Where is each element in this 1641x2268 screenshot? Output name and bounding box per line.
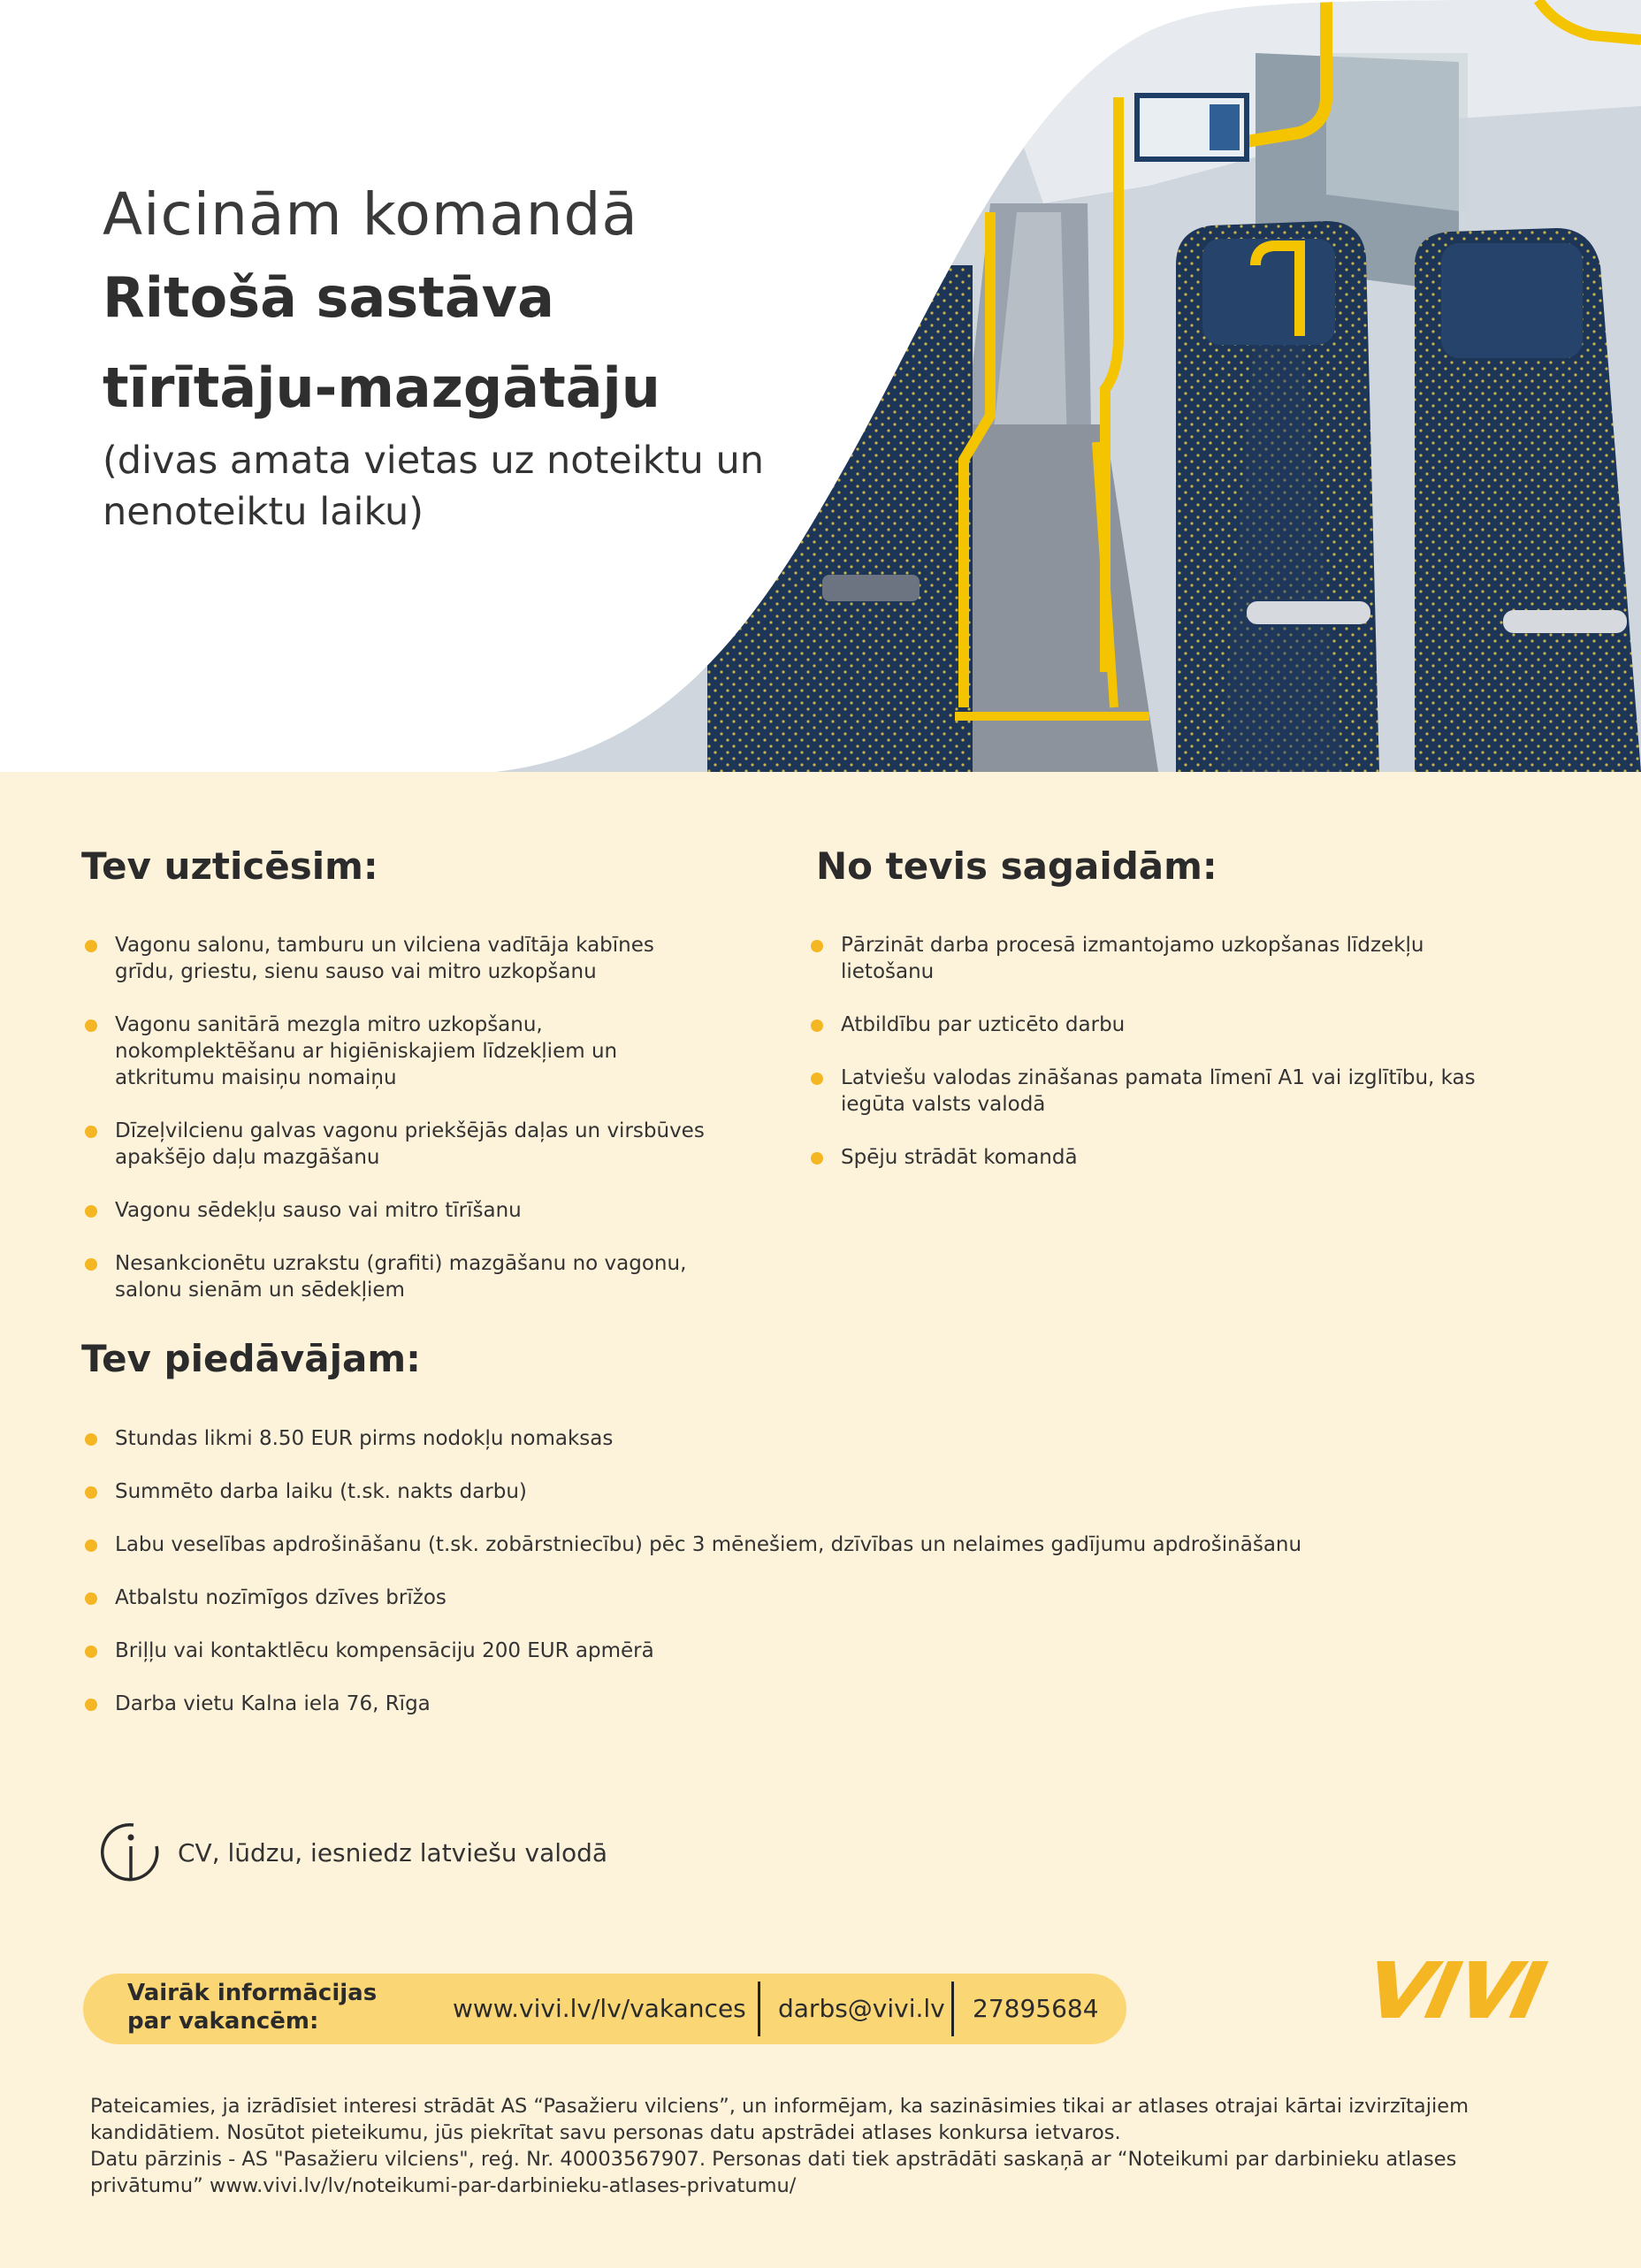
duties-heading: Tev uzticēsim: [81, 844, 378, 888]
footer-thanks: Pateicamies, ja izrādīsiet interesi strādāt AS “Pasažieru vilciens”, un informējam, ka sazināsimies tikai ar atlases otrajai kārtai izvirzītajiem kandidātiem. Nosūtot pieteikumu, jūs piekrītat savu personas datu apstrādei atlases konkursa ietvaros. [90, 2095, 1469, 2144]
bullet-icon [85, 1592, 97, 1605]
bullet-icon [85, 1258, 97, 1271]
list-item: Stundas likmi 8.50 EUR pirms nodokļu nomaksas [81, 1425, 1540, 1452]
footer-data-controller: Datu pārzinis - AS "Pasažieru vilciens", reģ. Nr. 40003567907. Personas dati tiek apstrādāti saskaņā ar “Noteikumi par darbinieku atlases privātumu” www.vivi.lv/lv/noteikumi-par-darbinieku-atlases-privatumu/ [90, 2148, 1457, 2197]
title-intro: Aicinām komandā [103, 180, 638, 248]
contact-label: Vairāk informācijas par vakancēm: [127, 1980, 378, 2035]
list-item: Briļļu vai kontaktlēcu kompensāciju 200 EUR apmērā [81, 1638, 1540, 1664]
info-icon [100, 1821, 162, 1883]
phone-link[interactable]: 27895684 [973, 1994, 1099, 2023]
bullet-icon [85, 1205, 97, 1218]
list-item: Vagonu sēdekļu sauso vai mitro tīrīšanu [81, 1197, 718, 1224]
list-item: Dīzeļvilcienu galvas vagonu priekšējās daļas un virsbūves apakšējo daļu mazgāšanu [81, 1118, 718, 1171]
bullet-icon [811, 1073, 823, 1085]
bullet-icon [811, 940, 823, 952]
bullet-icon [85, 1646, 97, 1658]
list-item: Summēto darba laiku (t.sk. nakts darbu) [81, 1478, 1540, 1505]
requirements-heading: No tevis sagaidām: [816, 844, 1217, 888]
list-item: Darba vietu Kalna iela 76, Rīga [81, 1691, 1540, 1717]
list-item: Labu veselības apdrošināšanu (t.sk. zobārstniecību) pēc 3 mēnešiem, dzīvības un nelaimes gadījumu apdrošināšanu [81, 1531, 1540, 1558]
vivi-logo-mark [1362, 1954, 1556, 2025]
list-item: Latviešu valodas zināšanas pamata līmenī A1 vai izglītību, kas iegūta valsts valodā [807, 1065, 1497, 1118]
offer-list [81, 1425, 1540, 1744]
contact-bar [83, 1974, 1126, 2044]
privacy-footer [90, 2093, 1576, 2199]
bullet-icon [85, 1699, 97, 1711]
list-item: Spēju strādāt komandā [807, 1144, 1497, 1171]
bullet-icon [85, 1486, 97, 1499]
bullet-icon [811, 1019, 823, 1032]
hero-section [0, 0, 1641, 772]
title-block [103, 177, 881, 538]
requirements-list [807, 932, 1497, 1197]
cv-language-note [100, 1821, 607, 1883]
list-item: Vagonu sanitārā mezgla mitro uzkopšanu, nokomplektēšanu ar higiēniskajiem līdzekļiem un atkritumu maisiņu nomaiņu [81, 1012, 718, 1091]
vivi-logo [1362, 1954, 1556, 2029]
list-item: Atbildību par uzticēto darbu [807, 1012, 1497, 1038]
note-text: CV, lūdzu, iesniedz latviešu valodā [178, 1837, 608, 1867]
list-item: Pārzināt darba procesā izmantojamo uzkopšanas līdzekļu lietošanu [807, 932, 1497, 985]
list-item: Atbalstu nozīmīgos dzīves brīžos [81, 1585, 1540, 1611]
list-item: Vagonu salonu, tamburu un vilciena vadītāja kabīnes grīdu, griestu, sienu sauso vai mitro uzkopšanu [81, 932, 718, 985]
position-title-line2: tīrītāju-mazgātāju [103, 355, 660, 420]
website-link[interactable]: www.vivi.lv/lv/vakances [453, 1994, 746, 2023]
bullet-icon [85, 1433, 97, 1446]
divider [951, 1982, 954, 2036]
bullet-icon [85, 1019, 97, 1032]
bullet-icon [85, 1126, 97, 1138]
bullet-icon [85, 940, 97, 952]
divider [758, 1982, 760, 2036]
bullet-icon [811, 1152, 823, 1165]
bullet-icon [85, 1539, 97, 1552]
position-subtitle: (divas amata vietas uz noteiktu un nenoteiktu laiku) [103, 439, 764, 534]
duties-list [81, 932, 718, 1330]
position-title-line1: Ritošā sastāva [103, 265, 554, 330]
email-link[interactable]: darbs@vivi.lv [778, 1994, 945, 2023]
list-item: Nesankcionētu uzrakstu (grafiti) mazgāšanu no vagonu, salonu sienām un sēdekļiem [81, 1250, 718, 1303]
offer-heading: Tev piedāvājam: [81, 1337, 421, 1380]
